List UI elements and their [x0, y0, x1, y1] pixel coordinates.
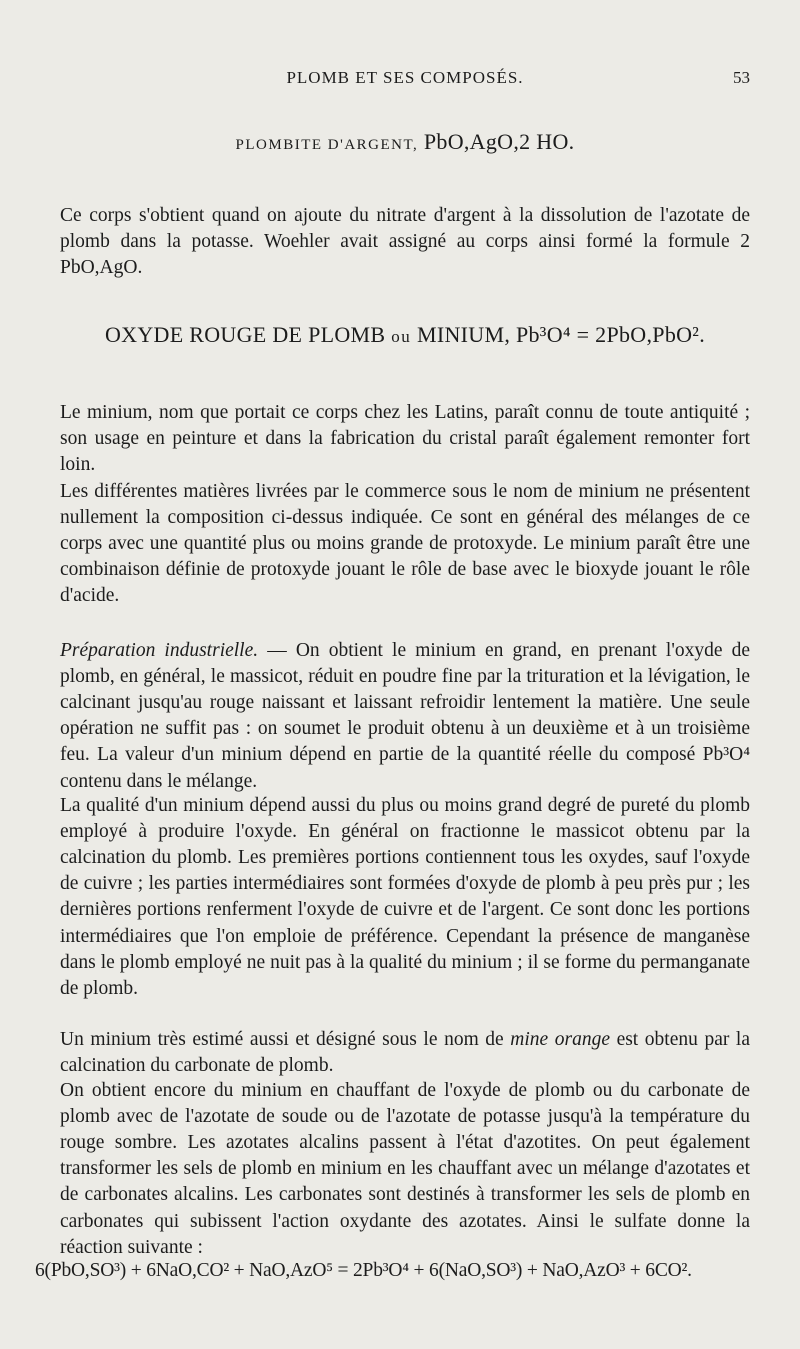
section-formula: PbO,AgO,2 HO. [423, 129, 575, 154]
page-number: 53 [733, 68, 750, 87]
section-title-minium [60, 322, 750, 348]
running-head [60, 62, 750, 92]
section-title-part-a: OXYDE ROUGE DE PLOMB [104, 322, 386, 347]
paragraph-quality: La qualité d'un minium dépend aussi du plus ou moins grand degré de pureté du plomb employé à produire l'oxyde. En général on fractionne le massicot obtenu par la calcination du plomb. Les premières portions contiennent tous les oxydes, sauf l'oxyde de cuivre ; les parties intermédiaires sont formées d'oxyde de plomb à peu près pur ; les dernières portions renferment l'oxyde de cuivre et de l'argent. Ce sont donc les portions intermédiaires que l'on emploie de préférence. Cependant la présence de manganèse dans le plomb employé ne nuit pas à la qualité du minium ; il se forme du permanganate de plomb. [60, 794, 750, 999]
mine-orange-before: Un minium très estimé aussi et désigné sous le nom de [60, 1028, 511, 1050]
section-title-ou: ou [391, 327, 412, 346]
section-title-plombite [60, 129, 750, 155]
paragraph-azotates: On obtient encore du minium en chauffant de l'oxyde de plomb ou du carbonate de plomb avec de l'azotate de soude ou de l'azotate de potasse jusqu'à la température du rouge sombre. Les azotates alcalins passent à l'état d'azotites. On peut également transformer les sels de plomb en minium en les chauffant avec un mélange d'azotates et de carbonates alcalins. Les carbonates sont destinés à transformer les sels de plomb en carbonates qui subissent l'action oxydante des azotates. Ainsi le sulfate donne la réaction suivante : [60, 1079, 750, 1258]
paragraph-plombite: Ce corps s'obtient quand on ajoute du nitrate d'argent à la dissolution de l'azotate de plomb dans la potasse. Woehler avait assigné au corps ainsi formé la formule 2 PbO,AgO. [60, 204, 750, 278]
mine-orange-term: mine orange [510, 1028, 610, 1050]
paragraph-preparation [60, 638, 750, 795]
reaction-equation: 6(PbO,SO³) + 6NaO,CO² + NaO,AzO⁵ = 2Pb³O⁴ + 6(NaO,SO³) + NaO,AzO³ + 6CO². [35, 1260, 692, 1281]
paragraph-commerce: Les différentes matières livrées par le commerce sous le nom de minium ne présentent nullement la composition ci-dessus indiquée. Ce sont en général des mélanges de ce corps avec une quantité plus ou moins grande de protoxyde. Le minium paraît être une combinaison définie de protoxyde jouant le rôle de base avec le bioxyde jouant le rôle d'acide. [60, 480, 750, 607]
mine-orange-after: est obtenu par la calcination du carbonate de plomb. [60, 1028, 750, 1076]
section-title-prefix: PLOMBITE D'ARGENT, [235, 137, 419, 153]
paragraph-mine-orange [60, 1027, 750, 1079]
paragraph-minium-history: Le minium, nom que portait ce corps chez les Latins, paraît connu de toute antiquité ; son usage en peinture et dans la fabrication du cristal paraît également remonter fort loin. [60, 401, 750, 475]
section-title-part-b: MINIUM, [417, 322, 511, 347]
section-formula-minium: Pb³O⁴ = 2PbO,PbO². [515, 322, 706, 347]
preparation-lead: Préparation industrielle. [60, 639, 259, 661]
preparation-text: — On obtient le minium en grand, en prenant l'oxyde de plomb, en général, le massicot, réduit en poudre fine par la trituration et la lévigation, le calcinant jusqu'au rouge naissant et laissant refroidir lentement la matière. Une seule opération ne suffit pas : on soumet le produit obtenu à un deuxième et à un troisième feu. La valeur d'un minium dépend en partie de la quantité réelle du composé Pb³O⁴ contenu dans le mélange. [60, 639, 751, 792]
running-title: PLOMB ET SES COMPOSÉS. [286, 68, 524, 87]
